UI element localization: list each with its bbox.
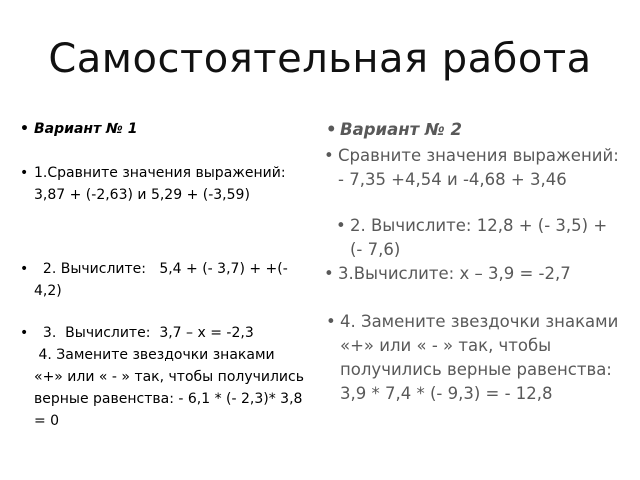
variant-2-task-1: • Сравните значения выражений: - 7,35 +4,54 и -4,68 + 3,46 <box>338 144 620 192</box>
variant-1-task-1: • 1.Сравните значения выражений: 3,87 + (-2,63) и 5,29 + (-3,59) <box>34 162 296 206</box>
variant-1-task-2: • 2. Вычислите: 5,4 + (- 3,7) + +(- 4,2) <box>34 258 304 302</box>
variant-2-column <box>320 0 640 480</box>
variant-1-heading: • Вариант № 1 <box>34 118 304 140</box>
variant-2-task-4: • 4. Замените звездочки знаками «+» или « - » так, чтобы получились верные равенства: 3,9 * 7,4 * (- 9,3) = - 12,8 <box>340 310 622 406</box>
variant-1-task-3: • 3. Вычислите: 3,7 – х = -2,3 <box>34 322 304 344</box>
variant-1-task-4: 4. Замените звездочки знаками «+» или « - » так, чтобы получились верные равенства: - 6,1 * (- 2,3)* 3,8 = 0 <box>34 347 309 429</box>
variant-2-heading: • Вариант № 2 <box>340 118 620 142</box>
slide-title: Самостоятельная работа <box>48 36 592 82</box>
variant-2-task-2: • 2. Вычислите: 12,8 + (- 3,5) + (- 7,6) <box>350 214 620 262</box>
variant-2-task-3: • 3.Вычислите: х – 3,9 = -2,7 <box>338 262 608 286</box>
